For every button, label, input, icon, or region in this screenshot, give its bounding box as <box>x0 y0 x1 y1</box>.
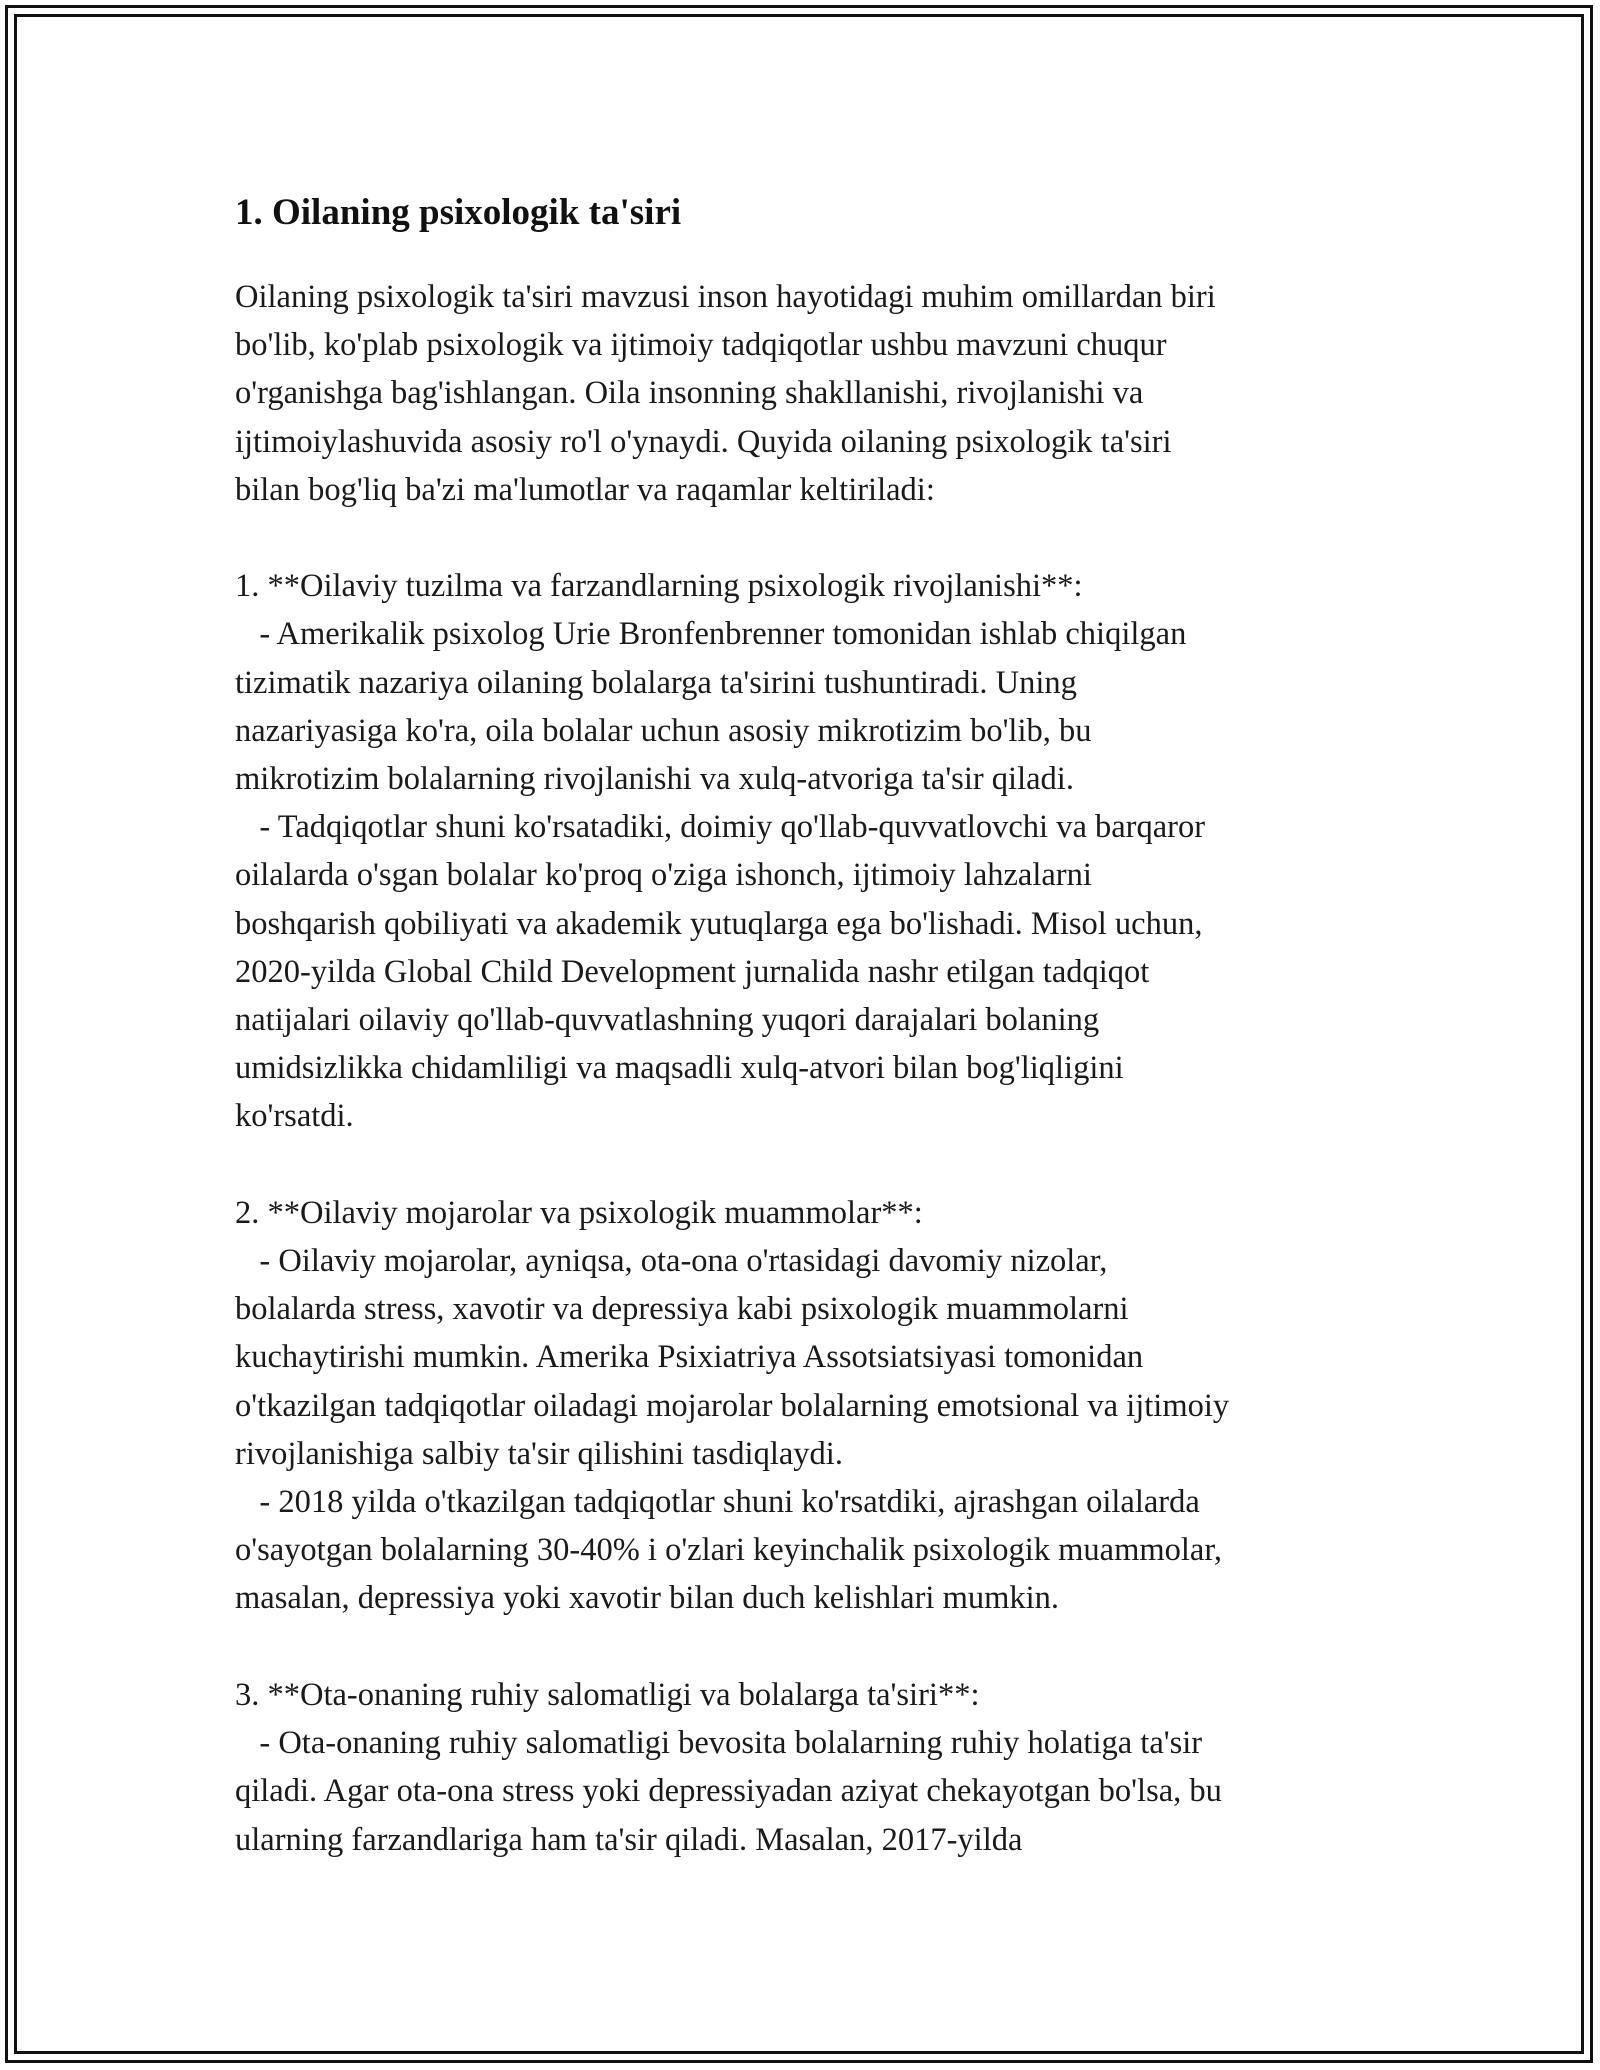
document-body: Oilaning psixologik ta'siri mavzusi inson hayotidagi muhim omillardan biri bo'lib, ko'plab psixologik va ijtimoiy tadqiqotlar ushbu mavzuni chuqur o'rganishga bag'ishlangan. Oila insonning shakllanishi, rivojlanishi va ijtimoiylashuvida asosiy ro'l o'ynaydi. Quyida oilaning psixologik ta'siri bilan bog'liq ba'zi ma'lumotlar va raqamlar keltiriladi: 1. **Oilaviy tuzilma va farzandlarning psixologik rivojlanishi**: - Amerikalik psixolog Urie Bronfenbrenner tomonidan ishlab chiqilgan tizimatik nazariya oilaning bolalarga ta'sirini tushuntiradi. Uning nazariyasiga ko'ra, oila bolalar uchun asosiy mikrotizim bo'lib, bu mikrotizim bolalarning rivojlanishi va xulq-atvoriga ta'sir qiladi. - Tadqiqotlar shuni ko'rsatadiki, doimiy qo'llab-quvvatlovchi va barqaror oilalarda o'sgan bolalar ko'proq o'ziga ishonch, ijtimoiy lahzalarni boshqarish qobiliyati va akademik yutuqlarga ega bo'lishadi. Misol uchun, 2020-yilda Global Child Development jurnalida nashr etilgan tadqiqot natijalari oilaviy qo'llab-quvvatlashning yuqori darajalari bolaning umidsizlikka chidamliligi va maqsadli xulq-atvori bilan bog'liqligini ko'rsatdi. 2. **Oilaviy mojarolar va psixologik muammolar**: - Oilaviy mojarolar, ayniqsa, ota-ona o'rtasidagi davomiy nizolar, bolalarda stress, xavotir va depressiya kabi psixologik muammolarni kuchaytirishi mumkin. Amerika Psixiatriya Assotsiatsiyasi tomonidan o'tkazilgan tadqiqotlar oiladagi mojarolar bolalarning emotsional va ijtimoiy rivojlanishiga salbiy ta'sir qilishini tasdiqlaydi. - 2018 yilda o'tkazilgan tadqiqotlar shuni ko'rsatdiki, ajrashgan oilalarda o'sayotgan bolalarning 30-40% i o'zlari keyinchalik psixologik muammolar, masalan, depressiya yoki xavotir bilan duch kelishlari mumkin. 3. **Ota-onaning ruhiy salomatligi va bolalarga ta'siri**: - Ota-onaning ruhiy salomatligi bevosita bolalarning ruhiy holatiga ta'sir qiladi. Agar ota-ona stress yoki depressiyadan aziyat chekayotgan bo'lsa, bu ularning farzandlariga ham ta'sir qiladi. Masalan, 2017-yilda <box>235 279 1230 1858</box>
document-content <box>235 185 1375 1864</box>
document-title: 1. Oilaning psixologik ta'siri <box>235 192 682 233</box>
